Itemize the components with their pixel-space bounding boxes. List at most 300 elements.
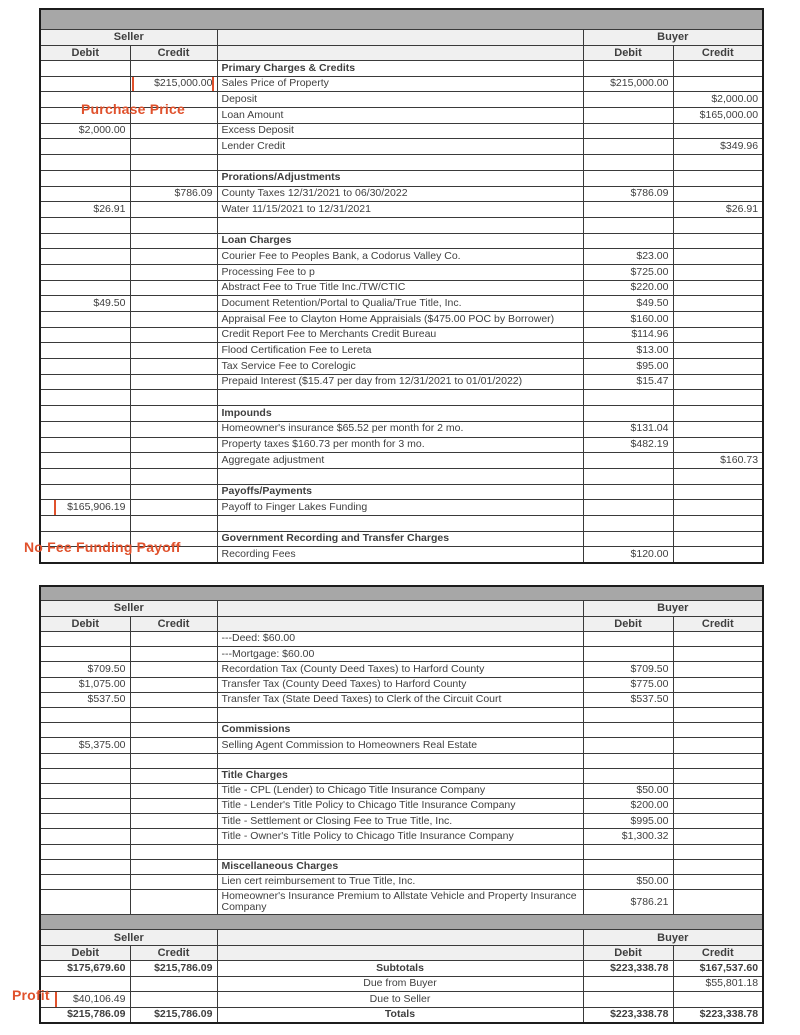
seller-debit-cell [40,61,130,77]
buyer-debit-cell: $786.21 [583,890,673,915]
seller-credit-cell [130,875,217,890]
seller-header: Seller [40,30,217,46]
table-row [40,632,763,647]
seller-header: Seller [40,601,217,617]
seller-debit-cell [40,859,130,874]
table-row [40,961,763,977]
seller-debit-cell [40,515,130,531]
table-row [40,264,763,280]
seller-credit-cell [130,753,217,768]
seller-credit-cell [130,692,217,707]
table-row [40,421,763,437]
buyer-debit-cell: $50.00 [583,875,673,890]
table-row [40,374,763,390]
buyer-debit-cell [583,123,673,139]
party-header-row [40,30,763,46]
description-cell: Title - Settlement or Closing Fee to True Title, Inc. [217,814,583,829]
section-header-row [40,484,763,500]
buyer-credit-cell [673,186,763,202]
buyer-debit-cell [583,61,673,77]
description-cell: Due to Seller [217,992,583,1008]
buyer-credit-cell [673,296,763,312]
seller-debit-header: Debit [40,946,130,961]
section-header-row [40,859,763,874]
table-row [40,312,763,328]
buyer-header: Buyer [583,30,763,46]
buyer-credit-cell [673,500,763,516]
seller-debit-cell [40,217,130,233]
seller-credit-cell [130,814,217,829]
seller-debit-cell [40,327,130,343]
buyer-debit-cell: $482.19 [583,437,673,453]
buyer-credit-cell [673,264,763,280]
description-cell: Primary Charges & Credits [217,61,583,77]
seller-debit-cell [40,139,130,155]
description-cell: Title - Owner's Title Policy to Chicago Title Insurance Company [217,829,583,844]
seller-credit-header: Credit [130,617,217,632]
seller-credit-cell [130,249,217,265]
buyer-debit-cell: $220.00 [583,280,673,296]
debit-credit-header-row [40,946,763,961]
description-cell: Subtotals [217,961,583,977]
buyer-debit-cell: $223,338.78 [583,1007,673,1023]
table-row [40,92,763,108]
seller-credit-cell [130,343,217,359]
buyer-credit-cell [673,547,763,563]
seller-credit-cell [130,647,217,662]
seller-debit-cell [40,531,130,547]
description-cell [217,217,583,233]
seller-debit-cell [40,844,130,859]
buyer-debit-cell: $120.00 [583,547,673,563]
buyer-debit-header: Debit [583,946,673,961]
table-row [40,662,763,677]
buyer-credit-cell: $55,801.18 [673,976,763,992]
buyer-debit-cell [583,707,673,722]
buyer-credit-cell [673,875,763,890]
seller-credit-cell [130,500,217,516]
buyer-debit-cell [583,468,673,484]
table-row [40,783,763,798]
table-row [40,139,763,155]
buyer-credit-cell [673,390,763,406]
buyer-debit-cell: $223,338.78 [583,961,673,977]
description-cell: Document Retention/Portal to Qualia/True Title, Inc. [217,296,583,312]
buyer-header: Buyer [583,601,763,617]
buyer-debit-cell [583,632,673,647]
buyer-credit-cell: $26.91 [673,202,763,218]
description-cell [217,753,583,768]
buyer-credit-cell [673,359,763,375]
section-header-row [40,531,763,547]
table-row [40,202,763,218]
table-row [40,515,763,531]
buyer-debit-cell [583,108,673,124]
buyer-debit-cell: $160.00 [583,312,673,328]
seller-credit-cell [130,406,217,422]
buyer-debit-cell [583,531,673,547]
buyer-debit-cell: $200.00 [583,799,673,814]
table-row [40,647,763,662]
description-cell: Payoffs/Payments [217,484,583,500]
buyer-credit-cell [673,723,763,738]
buyer-debit-cell [583,202,673,218]
description-cell: Processing Fee to p [217,264,583,280]
seller-debit-cell [40,647,130,662]
table-row [40,753,763,768]
buyer-credit-cell [673,437,763,453]
buyer-debit-cell: $775.00 [583,677,673,692]
buyer-credit-cell [673,814,763,829]
description-cell: Lien cert reimbursement to True Title, Inc. [217,875,583,890]
seller-debit-cell [40,890,130,915]
buyer-debit-cell [583,155,673,171]
seller-credit-cell [130,139,217,155]
seller-credit-cell [130,707,217,722]
seller-credit-cell: $786.09 [130,186,217,202]
party-header-row [40,930,763,946]
seller-debit-cell [40,707,130,722]
seller-debit-cell [40,453,130,469]
seller-credit-header: Credit [130,946,217,961]
buyer-credit-cell [673,992,763,1008]
description-cell: Government Recording and Transfer Charges [217,531,583,547]
section-header-row [40,723,763,738]
seller-credit-cell [130,312,217,328]
buyer-credit-cell [673,738,763,753]
table-row [40,280,763,296]
seller-debit-cell [40,312,130,328]
description-cell: Credit Report Fee to Merchants Credit Bureau [217,327,583,343]
table-row [40,799,763,814]
table-row [40,155,763,171]
buyer-credit-cell [673,280,763,296]
description-cell: Abstract Fee to True Title Inc./TW/CTIC [217,280,583,296]
section-header-row [40,170,763,186]
buyer-debit-cell [583,515,673,531]
buyer-credit-cell [673,312,763,328]
seller-debit-cell: $215,786.09 [40,1007,130,1023]
buyer-header: Buyer [583,930,763,946]
buyer-debit-cell: $49.50 [583,296,673,312]
table-row [40,829,763,844]
seller-debit-cell [40,186,130,202]
description-cell: Deposit [217,92,583,108]
seller-debit-cell: $175,679.60 [40,961,130,977]
buyer-debit-cell [583,976,673,992]
seller-credit-cell [130,799,217,814]
seller-credit-cell [130,677,217,692]
buyer-credit-cell: $165,000.00 [673,108,763,124]
description-header-spacer [217,930,583,946]
seller-debit-cell [40,76,130,92]
buyer-credit-cell: $167,537.60 [673,961,763,977]
seller-credit-cell [130,123,217,139]
seller-debit-cell [40,632,130,647]
seller-debit-cell-highlighted: $165,906.19 [40,500,130,516]
seller-debit-cell: $26.91 [40,202,130,218]
seller-credit-cell [130,783,217,798]
seller-debit-header: Debit [40,617,130,632]
buyer-credit-cell [673,707,763,722]
table-row [40,677,763,692]
buyer-debit-cell: $15.47 [583,374,673,390]
section-header-row [40,233,763,249]
buyer-credit-cell [673,859,763,874]
buyer-debit-cell [583,217,673,233]
buyer-debit-cell [583,992,673,1008]
description-cell: Recordation Tax (County Deed Taxes) to Harford County [217,662,583,677]
description-cell: Title - Lender's Title Policy to Chicago Title Insurance Company [217,799,583,814]
description-cell: Prepaid Interest ($15.47 per day from 12/31/2021 to 01/01/2022) [217,374,583,390]
description-header-spacer [217,601,583,617]
description-cell: County Taxes 12/31/2021 to 06/30/2022 [217,186,583,202]
seller-debit-cell [40,280,130,296]
buyer-debit-cell [583,753,673,768]
seller-debit-cell [40,264,130,280]
seller-credit-cell [130,992,217,1008]
buyer-credit-cell [673,76,763,92]
buyer-credit-cell [673,374,763,390]
seller-credit-cell [130,61,217,77]
seller-credit-cell [130,280,217,296]
buyer-credit-cell: $160.73 [673,453,763,469]
table-row [40,992,763,1008]
seller-debit-cell [40,390,130,406]
seller-debit-cell [40,108,130,124]
seller-credit-cell [130,890,217,915]
table-row [40,123,763,139]
description-cell: Transfer Tax (County Deed Taxes) to Harford County [217,677,583,692]
section-header-row [40,61,763,77]
seller-credit-cell [130,390,217,406]
buyer-debit-header: Debit [583,46,673,61]
table-row [40,738,763,753]
seller-credit-cell [130,859,217,874]
buyer-credit-cell [673,217,763,233]
buyer-credit-header: Credit [673,617,763,632]
seller-debit-cell [40,468,130,484]
seller-debit-cell: $2,000.00 [40,123,130,139]
gray-bar-cell [40,9,763,30]
description-cell: Totals [217,1007,583,1023]
description-header-spacer [217,946,583,961]
table-row [40,359,763,375]
buyer-debit-cell: $709.50 [583,662,673,677]
buyer-credit-cell [673,753,763,768]
debit-credit-header-row [40,617,763,632]
seller-debit-cell [40,814,130,829]
table-row [40,108,763,124]
buyer-debit-cell: $1,300.32 [583,829,673,844]
seller-debit-cell [40,359,130,375]
buyer-debit-header: Debit [583,617,673,632]
description-cell [217,515,583,531]
description-cell: Title - CPL (Lender) to Chicago Title Insurance Company [217,783,583,798]
seller-debit-cell [40,155,130,171]
description-cell: Appraisal Fee to Clayton Home Appraisials ($475.00 POC by Borrower) [217,312,583,328]
seller-credit-cell [130,738,217,753]
buyer-credit-cell [673,515,763,531]
buyer-credit-cell [673,647,763,662]
description-cell: Due from Buyer [217,976,583,992]
seller-debit-header: Debit [40,46,130,61]
table-row [40,1007,763,1023]
buyer-debit-cell: $50.00 [583,783,673,798]
seller-credit-cell [130,547,217,563]
table-row [40,814,763,829]
seller-credit-cell [130,632,217,647]
buyer-credit-cell [673,799,763,814]
seller-credit-cell [130,327,217,343]
buyer-credit-cell [673,632,763,647]
seller-credit-cell [130,108,217,124]
gray-bar-cell [40,586,763,601]
description-cell: Property taxes $160.73 per month for 3 mo. [217,437,583,453]
table-row [40,217,763,233]
buyer-debit-cell [583,484,673,500]
seller-debit-cell [40,343,130,359]
table-row [40,76,763,92]
buyer-debit-cell [583,453,673,469]
buyer-credit-cell [673,662,763,677]
seller-credit-cell [130,468,217,484]
seller-debit-cell: $537.50 [40,692,130,707]
seller-debit-cell [40,723,130,738]
table-row [40,343,763,359]
seller-credit-cell [130,296,217,312]
buyer-debit-cell [583,233,673,249]
description-cell: Tax Service Fee to Corelogic [217,359,583,375]
table-row [40,390,763,406]
buyer-credit-cell: $2,000.00 [673,92,763,108]
seller-credit-cell [130,359,217,375]
buyer-credit-cell: $349.96 [673,139,763,155]
seller-credit-cell [130,264,217,280]
table-row [40,844,763,859]
table-row [40,437,763,453]
seller-debit-cell: $709.50 [40,662,130,677]
seller-credit-cell [130,453,217,469]
seller-credit-cell [130,515,217,531]
table-row [40,468,763,484]
seller-credit-cell [130,233,217,249]
buyer-credit-cell [673,844,763,859]
table-row [40,875,763,890]
seller-debit-cell: $49.50 [40,296,130,312]
description-header-spacer [217,46,583,61]
section-header-row [40,768,763,783]
seller-debit-cell [40,233,130,249]
gray-separator-bar [40,915,763,930]
seller-credit-cell [130,531,217,547]
buyer-debit-cell [583,500,673,516]
description-cell: Flood Certification Fee to Lereta [217,343,583,359]
description-cell: Aggregate adjustment [217,453,583,469]
buyer-debit-cell [583,92,673,108]
seller-debit-cell: $1,075.00 [40,677,130,692]
seller-debit-cell [40,799,130,814]
description-cell: Excess Deposit [217,123,583,139]
buyer-credit-cell [673,468,763,484]
table-row [40,453,763,469]
seller-debit-cell [40,170,130,186]
buyer-debit-cell [583,390,673,406]
section-header-row [40,406,763,422]
table-row [40,707,763,722]
buyer-debit-cell: $786.09 [583,186,673,202]
buyer-credit-cell [673,692,763,707]
seller-debit-cell [40,753,130,768]
description-cell: Courier Fee to Peoples Bank, a Codorus Valley Co. [217,249,583,265]
description-cell: Impounds [217,406,583,422]
table-row [40,186,763,202]
table-row [40,296,763,312]
buyer-debit-cell: $215,000.00 [583,76,673,92]
buyer-credit-cell [673,531,763,547]
buyer-debit-cell: $537.50 [583,692,673,707]
settlement-table-page1 [39,8,764,564]
buyer-credit-cell [673,327,763,343]
seller-debit-cell [40,437,130,453]
buyer-credit-cell [673,233,763,249]
seller-credit-header: Credit [130,46,217,61]
description-cell: Sales Price of Property [217,76,583,92]
description-cell: Recording Fees [217,547,583,563]
settlement-table-page2 [39,585,764,1024]
description-cell: Lender Credit [217,139,583,155]
table-row [40,547,763,563]
seller-debit-cell [40,406,130,422]
description-cell [217,155,583,171]
debit-credit-header-row [40,46,763,61]
seller-credit-cell: $215,786.09 [130,1007,217,1023]
profit-annotation: Profit [12,987,50,1003]
seller-debit-cell [40,484,130,500]
buyer-credit-cell [673,123,763,139]
seller-credit-cell [130,976,217,992]
buyer-debit-cell [583,647,673,662]
buyer-credit-cell [673,155,763,171]
buyer-credit-cell [673,484,763,500]
seller-credit-cell [130,92,217,108]
seller-credit-cell [130,484,217,500]
party-header-row [40,601,763,617]
seller-debit-cell-highlighted: $40,106.49 [40,992,130,1008]
seller-credit-cell [130,421,217,437]
seller-credit-cell [130,217,217,233]
buyer-debit-cell [583,738,673,753]
description-cell: Transfer Tax (State Deed Taxes) to Clerk of the Circuit Court [217,692,583,707]
table-row [40,692,763,707]
buyer-credit-cell: $223,338.78 [673,1007,763,1023]
table-row [40,249,763,265]
buyer-credit-cell [673,343,763,359]
seller-credit-cell [130,155,217,171]
buyer-debit-cell [583,139,673,155]
description-cell [217,844,583,859]
description-cell [217,468,583,484]
seller-credit-cell [130,723,217,738]
seller-credit-cell [130,202,217,218]
buyer-debit-cell [583,170,673,186]
buyer-debit-cell: $114.96 [583,327,673,343]
buyer-credit-cell [673,783,763,798]
seller-credit-cell [130,829,217,844]
buyer-debit-cell: $131.04 [583,421,673,437]
buyer-debit-cell [583,844,673,859]
description-cell: Homeowner's Insurance Premium to Allstate Vehicle and Property Insurance Company [217,890,583,915]
